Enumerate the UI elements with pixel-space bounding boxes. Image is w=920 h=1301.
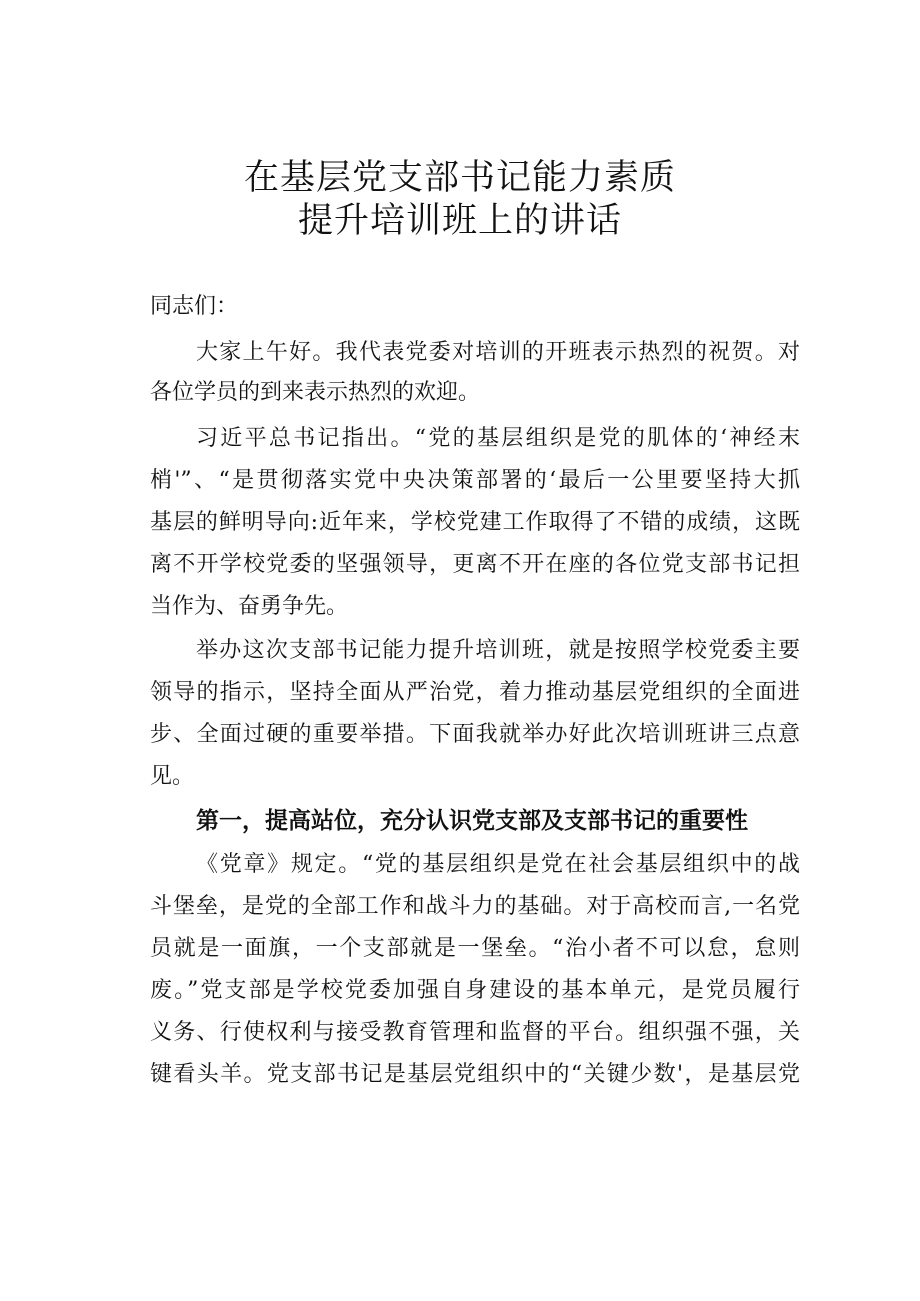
paragraph-4-line-3: 员就是一面旗，一个支部就是一堡垒。“治小者不可以怠，怠则: [150, 936, 800, 961]
paragraph-3-line-1: 举办这次支部书记能力提升培训班，就是按照学校党委主要: [196, 638, 800, 663]
document-title-line-1: 在基层党支部书记能力素质: [243, 158, 676, 198]
paragraph-1-line-1: 大家上午好。我代表党委对培训的开班表示热烈的祝贺。对: [196, 340, 800, 365]
paragraph-2-line-5: 当作为、奋勇争先。: [150, 594, 349, 619]
paragraph-2-line-1: 习近平总书记指出。“党的基层组织是党的肌体的‘神经末: [196, 426, 800, 451]
paragraph-1-line-2: 各位学员的到来表示热烈的欢迎。: [150, 380, 481, 405]
paragraph-3-line-3: 步、全面过硬的重要举措。下面我就举办好此次培训班讲三点意: [150, 722, 800, 747]
paragraph-3-line-4: 见。: [150, 764, 195, 789]
paragraph-4-line-1: 《党章》规定。“党的基层组织是党在社会基层组织中的战: [196, 852, 800, 877]
paragraph-2-line-3: 基层的鲜明导向:近年来，学校党建工作取得了不错的成绩，这既: [150, 510, 800, 535]
salutation: 同志们：: [150, 294, 239, 319]
paragraph-2-line-2: 梢'”、“是贯彻落实党中央决策部署的‘最后一公里要坚持大抓: [150, 468, 800, 493]
paragraph-2-line-4: 离不开学校党委的坚强领导，更离不开在座的各位党支部书记担: [150, 552, 800, 577]
section-heading-1: 第一，提高站位，充分认识党支部及支部书记的重要性: [196, 808, 748, 834]
paragraph-4-line-4: 废。”党支部是学校党委加强自身建设的基本单元，是党员履行: [150, 978, 800, 1003]
paragraph-3-line-2: 领导的指示，坚持全面从严治党，着力推动基层党组织的全面进: [150, 680, 800, 705]
document-title-line-2: 提升培训班上的讲话: [297, 201, 622, 241]
paragraph-4-line-5: 义务、行使权利与接受教育管理和监督的平台。组织强不强，关: [150, 1020, 800, 1045]
paragraph-4-line-6: 键看头羊。党支部书记是基层党组织中的“关键少数'，是基层党: [150, 1062, 800, 1087]
paragraph-4-line-2: 斗堡垒，是党的全部工作和战斗力的基础。对于高校而言,一名党: [150, 894, 800, 919]
